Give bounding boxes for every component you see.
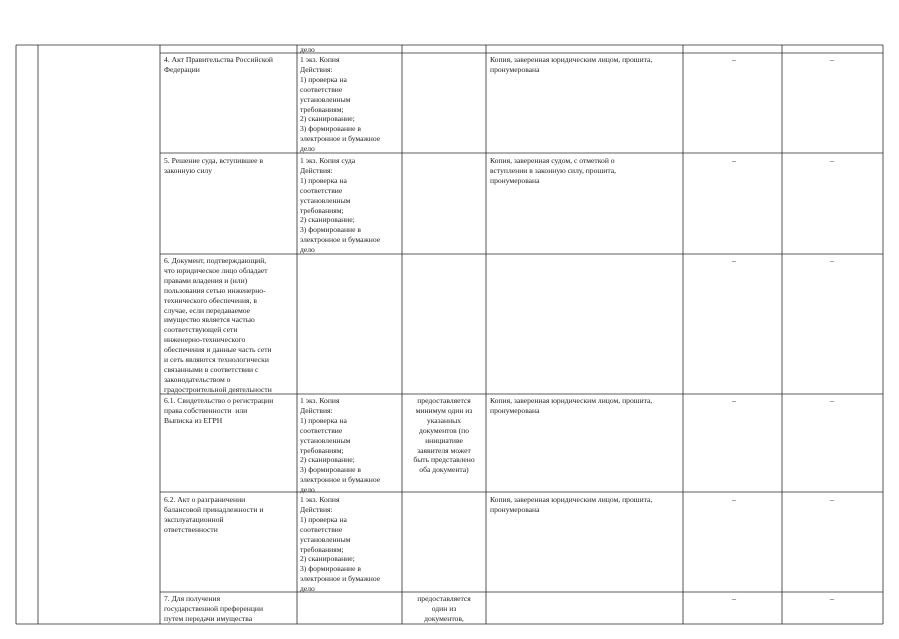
row-6-2-document: 6.2. Акт о разграничении балансовой принадлежности и эксплуатационной ответственности bbox=[164, 495, 264, 534]
row-6-2-col7: – bbox=[830, 495, 834, 504]
row-5-actions: 1 экз. Копия суда Действия: 1) проверка на соответствие установленным требованиям; 2) сканирование; 3) формирование в электронное и бумажное дело bbox=[300, 156, 381, 255]
row-6-col6: – bbox=[732, 256, 736, 265]
row-4-col6: – bbox=[732, 55, 736, 64]
row-4-col7: – bbox=[830, 55, 834, 64]
row-6-2-requirements: Копия, заверенная юридическим лицом, прошита, пронумерована bbox=[490, 495, 653, 514]
row-6-col7: – bbox=[830, 256, 834, 265]
row-7-col7: – bbox=[830, 594, 834, 603]
row-6-2-actions: 1 экз. Копия Действия: 1) проверка на соответствие установленным требованиям; 2) сканирование; 3) формирование в электронное и бумажное дело bbox=[300, 495, 381, 594]
row-6-1-actions: 1 экз. Копия Действия: 1) проверка на соответствие установленным требованиям; 2) сканирование; 3) формирование в электронное и бумажное дело bbox=[300, 396, 381, 495]
row-7-condition: предоставляется один из документов, bbox=[417, 594, 471, 623]
row-4-actions: 1 экз. Копия Действия: 1) проверка на соответствие установленным требованиям; 2) сканирование; 3) формирование в электронное и бумажное дело bbox=[300, 55, 381, 154]
row-5-col6: – bbox=[732, 156, 736, 165]
row-6-1-document: 6.1. Свидетельство о регистрации права собственности или Выписка из ЕГРН bbox=[164, 396, 274, 425]
row-5-col7: – bbox=[830, 156, 834, 165]
row-5-document: 5. Решение суда, вступившее в законную силу bbox=[164, 156, 264, 175]
row-4-requirements: Копия, заверенная юридическим лицом, прошита, пронумерована bbox=[490, 55, 653, 74]
row-6-1-col6: – bbox=[732, 396, 736, 405]
row-7-col6: – bbox=[732, 594, 736, 603]
row-6-1-requirements: Копия, заверенная юридическим лицом, прошита, пронумерована bbox=[490, 396, 653, 415]
row-6-document: 6. Документ, подтверждающий, что юридическое лицо обладает правами владения и (или) пользования сетью инженерно- технического обеспечения, в случае, если передаваемое имущество является частью соответствующей сети инженерно-технического обеспечения и данные часть сети и сеть являются технологически связанными в соответствии с законодательством о градостроительной деятельности bbox=[164, 256, 272, 394]
row-6-2-col6: – bbox=[732, 495, 736, 504]
row-7-document: 7. Для получения государственной преференции путем передачи имущества bbox=[164, 594, 264, 623]
row-6-1-condition: предоставляется минимум один из указанных документов (по инициативе заявителя может быть представлено оба документа) bbox=[413, 396, 475, 475]
row-4-document: 4. Акт Правительства Российской Федерации bbox=[164, 55, 273, 74]
row-6-1-col7: – bbox=[830, 396, 834, 405]
prev-row-fragment: дело bbox=[300, 45, 315, 54]
row-5-requirements: Копия, заверенная судом, с отметкой о вступлении в законную силу, прошита, пронумерована bbox=[490, 156, 616, 185]
